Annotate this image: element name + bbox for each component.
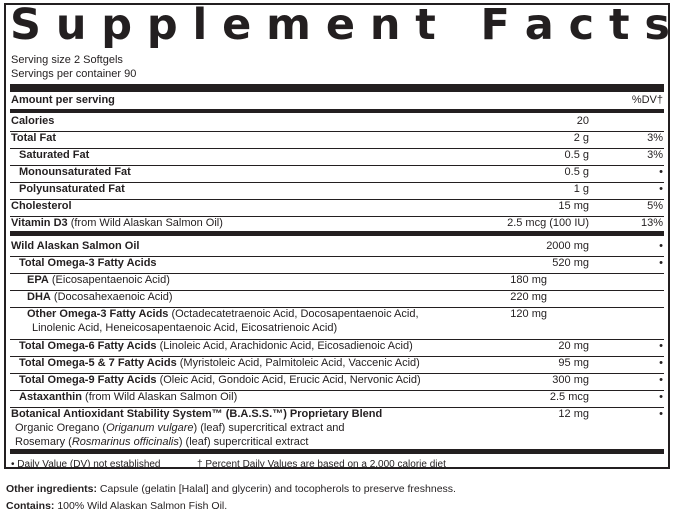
medium-divider [10,109,664,113]
nutrient-name [11,408,382,421]
title-letter: F [480,0,510,50]
nutrient-amount: 0.5 g [564,149,589,161]
nutrient-name [11,200,72,213]
nutrient-amount: 2000 mg [546,240,589,252]
nutrient-name-bold: Total Fat [11,132,57,144]
nutrient-name [19,257,157,270]
nutrient-name-bold: Saturated Fat [19,149,90,161]
nutrient-name-detail: (Myristoleic Acid, Palmitoleic Acid, Vaccenic Acid) [176,357,420,369]
title-letter: s [644,0,670,50]
latin-name: Rosmarinus officinalis [71,436,179,448]
supplement-facts-panel [4,0,670,470]
nutrient-amount: 20 [576,115,589,127]
nutrient-amount: 120 mg [510,308,547,320]
nutrient-name [27,308,419,321]
title-letter: u [55,0,87,50]
nutrient-dv: 3% [647,149,663,161]
nutrient-dv: • [659,166,663,178]
nutrient-amount: 220 mg [510,291,547,303]
nutrient-name-detail-line2: Linolenic Acid, Heneicosapentaenoic Acid, Eicosatrienoic Acid) [32,322,338,334]
nutrient-amount: 2.5 mcg (100 IU) [507,217,589,229]
nutrient-name-bold: Total Omega-5 & 7 Fatty Acids [19,357,177,369]
blend-ingredient-text [15,422,345,435]
nutrient-name-detail: (Linoleic Acid, Arachidonic Acid, Eicosadienoic Acid) [156,340,413,352]
contains-label: Contains: [6,500,55,512]
title-letter: n [369,0,401,50]
nutrient-amount: 1 g [573,183,589,195]
nutrient-amount: 15 mg [558,200,589,212]
contains [6,500,227,512]
nutrient-name [19,340,413,353]
title-letter: a [524,0,554,50]
latin-name: Origanum vulgare [106,422,194,434]
blend-text-part: ) (leaf) supercritical extract and [193,422,345,434]
nutrient-name [11,132,56,145]
nutrient-name-bold: Total Omega-3 Fatty Acids [19,257,157,269]
nutrient-name-bold: Cholesterol [11,200,72,212]
panel-title [10,1,670,49]
section-divider [10,231,664,236]
nutrient-dv: • [659,357,663,369]
row-divider [10,131,664,132]
row-divider [10,148,664,149]
row-divider [10,390,664,391]
row-divider [10,182,664,183]
nutrient-dv: • [659,240,663,252]
nutrient-name-bold: Total Omega-6 Fatty Acids [19,340,157,352]
nutrient-dv: 13% [640,217,663,229]
blend-text-part: ) (leaf) supercritical extract [178,436,309,448]
row-divider [10,407,664,408]
nutrient-amount: 2.5 mcg [549,391,589,403]
title-letter: t [608,0,630,50]
bottom-divider [10,449,664,454]
amount-per-serving-label: Amount per serving [11,94,115,106]
footnote-dv-not-established: • Daily Value (DV) not established [11,459,161,470]
nutrient-name-bold: EPA [27,274,49,286]
title-letter: p [146,0,178,50]
nutrient-name [19,183,125,196]
title-letter: c [568,0,595,50]
nutrient-name [11,115,54,128]
footnote-percent-dv: † Percent Daily Values are based on a 2,000 calorie diet [197,459,446,470]
nutrient-dv: • [659,374,663,386]
nutrient-amount: 300 mg [552,374,589,386]
nutrient-name-detail: (from Wild Alaskan Salmon Oil) [81,391,238,403]
contains-text: 100% Wild Alaskan Salmon Fish Oil. [54,500,228,512]
nutrient-name-detail: (from Wild Alaskan Salmon Oil) [67,217,223,229]
nutrient-name [11,240,139,253]
nutrient-dv: • [659,257,663,269]
nutrient-dv: 3% [647,132,663,144]
nutrient-amount: 0.5 g [564,166,589,178]
dv-header: %DV† [631,94,663,106]
nutrient-amount: 2 g [573,132,589,144]
row-divider [10,307,664,308]
row-divider [10,339,664,340]
serving-size: Serving size 2 Softgels [11,54,123,66]
row-divider [10,216,664,217]
nutrient-name-detail: (Docosahexaenoic Acid) [50,291,173,303]
row-divider [10,273,664,274]
thick-divider [10,84,664,92]
nutrient-name [19,391,237,404]
row-divider [10,373,664,374]
title-letter: t [415,0,436,50]
blend-text-part: Rosemary ( [15,436,72,448]
title-letter [451,1,466,49]
nutrient-name-bold: Calories [11,115,55,127]
title-letter: p [101,0,133,50]
row-divider [10,165,664,166]
nutrient-name-bold: Botanical Antioxidant Stability System™ (B.A.S.S.™) Proprietary Blend [11,408,383,420]
nutrient-name-detail: (Octadecatetraenoic Acid, Docosapentaenoic Acid, [168,308,419,320]
title-letter: e [222,0,252,50]
nutrient-name-bold: Polyunsaturated Fat [19,183,125,195]
nutrient-dv: • [659,340,663,352]
nutrient-amount: 20 mg [558,340,589,352]
other-ingredients [6,483,456,495]
nutrient-name [11,217,223,230]
nutrient-name [19,166,131,179]
title-letter: e [325,0,355,50]
nutrient-amount: 520 mg [552,257,589,269]
row-divider [10,356,664,357]
row-divider [10,199,664,200]
nutrient-name-bold: Monounsaturated Fat [19,166,131,178]
nutrient-dv: • [659,391,663,403]
nutrient-amount: 180 mg [510,274,547,286]
nutrient-name-detail: (Eicosapentaenoic Acid) [48,274,170,286]
nutrient-dv: 5% [647,200,663,212]
nutrient-name [19,149,89,162]
row-divider [10,290,664,291]
other-ingredients-text: Capsule (gelatin [Halal] and glycerin) and tocopherols to preserve freshness. [97,483,456,495]
nutrient-name-bold: DHA [27,291,51,303]
title-letter: l [192,0,208,50]
row-divider [10,256,664,257]
other-ingredients-label: Other ingredients: [6,483,98,495]
nutrient-name [27,274,170,287]
title-letter: m [266,0,311,50]
nutrient-name [27,291,173,304]
nutrient-name [19,374,421,387]
nutrient-name [19,357,420,370]
blend-ingredient-text [15,436,308,449]
nutrient-dv: • [659,408,663,420]
nutrient-name-bold: Other Omega-3 Fatty Acids [27,308,169,320]
title-letter: S [10,0,41,50]
nutrient-amount: 95 mg [558,357,589,369]
nutrient-name-bold: Total Omega-9 Fatty Acids [19,374,157,386]
blend-text-part: Organic Oregano ( [15,422,107,434]
nutrient-name-detail: (Oleic Acid, Gondoic Acid, Erucic Acid, Nervonic Acid) [156,374,421,386]
nutrient-name-bold: Vitamin D3 [11,217,68,229]
nutrient-dv: • [659,183,663,195]
nutrient-name-bold: Astaxanthin [19,391,82,403]
nutrient-amount: 12 mg [558,408,589,420]
nutrient-name-bold: Wild Alaskan Salmon Oil [11,240,140,252]
servings-per-container: Servings per container 90 [11,68,137,80]
